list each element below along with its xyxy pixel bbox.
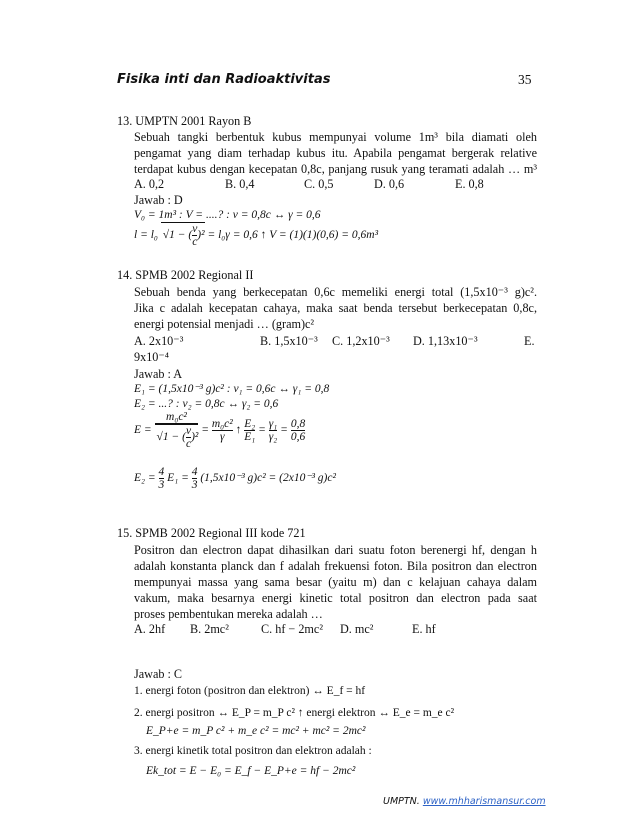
q14-eq4-lhs: E₂ = [134,472,156,485]
q14-line-1: Sebuah benda yang berkecepatan 0,6c memeliki energi total (1,5x10⁻³ g)c². [134,285,537,299]
q14-eq3-fraction-5 [291,418,305,443]
q14-eq3-equals-1: = [201,424,209,437]
q15-step-2b: E_P+e = m_P c² + m_e c² = mc² + mc² = 2mc² [146,725,366,737]
q14-source [117,268,253,283]
q13-option-d: D. 0,6 [374,177,405,191]
q14-eq3-den [155,423,199,450]
q13-eq2-num: v [192,223,198,235]
q13-eq2-rhs: = l₀γ = 0,6 ↑ V = (1)(1)(0,6) = 0,6m³ [207,229,379,242]
q13-number: 13. [117,114,133,128]
q14-eq3-f4-den: γ₂ [268,431,278,443]
q14-eq4-num-2: 4 [191,466,198,478]
q13-line-2: pengamat yang diam terhadap kubus itu. Apabila pengamat bergerak relative [134,146,537,160]
q15-number: 15. [117,526,133,540]
q14-eq4-rhs: (1,5x10⁻³ g)c² = (2x10⁻³ g)c² [200,472,336,485]
q14-eq3-equals-2: = [258,424,266,437]
q13-eq2-lhs: l = l₀ [134,229,158,242]
q13-option-b: B. 0,4 [225,177,255,191]
q13-source [117,114,251,129]
q15-line-2: adalah konstanta planck dan f adalah frekuensi foton. Bila positron dan electron [134,559,537,573]
q14-answer: Jawab : A [134,367,183,381]
q15-step-3b: Ek_tot = E − E₀ = E_f − E_P+e = hf − 2mc² [146,765,356,777]
q14-eq3-c: c [185,438,192,450]
q15-line-4: vakum, maka besarnya energi kinetic total positron dan electron pada saat [134,591,537,605]
q14-eq4-fraction-2 [192,466,198,491]
q15-line-3: mempunyai massa yang sama besar (yaitu m) dan c kelajuan cahaya dalam [134,575,537,589]
q14-equation-3 [134,411,305,450]
sqrt-symbol: √1 − ( $\frac{v}{c}$ )² [156,425,199,450]
q14-eq3-fraction-4 [269,418,278,443]
q14-option-b: B. 1,5x10⁻³ [260,334,318,348]
q15-option-a: A. 2hf [134,622,166,636]
q14-eq3-fraction-3 [244,418,255,443]
q14-eq3-sqrt-a: 1 − ( [162,431,186,444]
q14-eq3-v: v [185,425,192,437]
q13-option-a: A. 0,2 [134,177,165,191]
q14-eq3-lhs: E = [134,424,152,437]
q13-eq2-sqrt-a: 1 − ( [169,229,193,242]
q15-answer: Jawab : C [134,667,183,681]
q15-step-2: 2. energi positron ↔ E_P = m_P c² ↑ energi elektron ↔ E_e = m_e c² [134,707,455,719]
q15-option-d: D. mc² [340,622,374,636]
sqrt-symbol: √1 − ( $\frac{v}{c}$ )² [162,223,205,248]
q14-eq3-f5-num: 0,8 [290,418,306,430]
q14-eq3-arrow: ↑ [235,424,242,437]
q14-line-2: Jika c adalah kecepatan cahaya, maka saat benda tersebut berkecepatan 0,8c, [134,301,537,315]
q13-eq2-sqrt-b: )² [197,229,205,242]
q13-option-c: C. 0,5 [304,177,334,191]
page-number: 35 [518,72,532,87]
q14-eq3-f5-den: 0,6 [290,431,306,443]
q14-equation-1: E₁ = (1,5x10⁻³ g)c² : v₁ = 0,6c ↔ γ₁ = 0,8 [134,383,330,395]
footer-link[interactable]: www.mhharismansur.com [422,796,546,807]
q15-line-5: proses pembentukan mereka adalah … [134,607,323,621]
q15-step-1: 1. energi foton (positron dan elektron) ↔ E_f = hf [134,685,366,697]
q14-option-a: A. 2x10⁻³ [134,334,184,348]
q14-equation-2: E₂ = ...? : v₂ = 0,8c ↔ γ₂ = 0,6 [134,398,279,410]
q15-option-c: C. hf − 2mc² [261,622,323,636]
q13-equation-1: V₀ = 1m³ : V = ....? : v = 0,8c ↔ γ = 0,6 [134,209,321,221]
q14-option-e: E. [524,334,535,348]
q15-option-e: E. hf [412,622,436,636]
q14-eq4-mid: E₁ = [167,472,189,485]
q14-eq3-f3-num: E₂ [244,418,256,430]
q14-option-d: D. 1,13x10⁻³ [413,334,478,348]
q14-eq3-f4-num: γ₁ [268,418,278,430]
q15-step-3: 3. energi kinetik total positron dan elektron adalah : [134,745,372,757]
q13-option-e: E. 0,8 [455,177,484,191]
q14-eq3-fraction-2 [212,418,233,443]
q14-eq3-f3-den: E₁ [244,431,256,443]
q13-equation-2 [134,222,378,248]
q15-source-text: SPMB 2002 Regional III kode 721 [135,526,306,540]
q15-source [117,526,306,541]
q14-equation-4 [134,466,336,491]
q15-option-b: B. 2mc² [190,622,229,636]
q13-source-text: UMPTN 2001 Rayon B [135,114,252,128]
q15-line-1: Positron dan electron dapat dihasilkan dari suatu foton berenergi hf, dengan h [134,543,537,557]
q14-eq4-num-1: 4 [158,466,165,478]
q14-eq3-fraction-1 [155,411,199,450]
q13-eq2-den: c [192,236,198,248]
q14-eq3-sqrt-b: )² [191,431,199,444]
q14-eq3-f2-den: γ [212,430,233,443]
q14-eq4-den-2: 3 [191,479,198,491]
q13-line-3: terdapat kubus dengan kecepatan 0,8c, panjang rusuk yang teramati adalah … m³ [134,162,537,176]
q14-eq3-f2-num: m₀c² [211,418,233,430]
q13-line-1: Sebuah tangki berbentuk kubus mempunyai volume 1m³ bila diamati oleh [134,130,537,144]
footer-prefix: UMPTN. [383,796,423,807]
footer [383,796,546,807]
q14-eq3-num: m₀c² [166,411,187,423]
q14-line-3: energi potensial menjadi … (gram)c² [134,317,315,331]
q14-eq4-den-1: 3 [158,479,165,491]
header-title: Fisika inti dan Radioaktivitas [117,72,331,87]
q14-eq4-fraction-1 [159,466,165,491]
q14-source-text: SPMB 2002 Regional II [135,268,254,282]
q14-option-c: C. 1,2x10⁻³ [332,334,390,348]
q13-answer: Jawab : D [134,193,183,207]
q14-eq3-equals-3: = [280,424,288,437]
q14-option-e-value: 9x10⁻⁴ [134,350,170,364]
q14-number: 14. [117,268,133,282]
